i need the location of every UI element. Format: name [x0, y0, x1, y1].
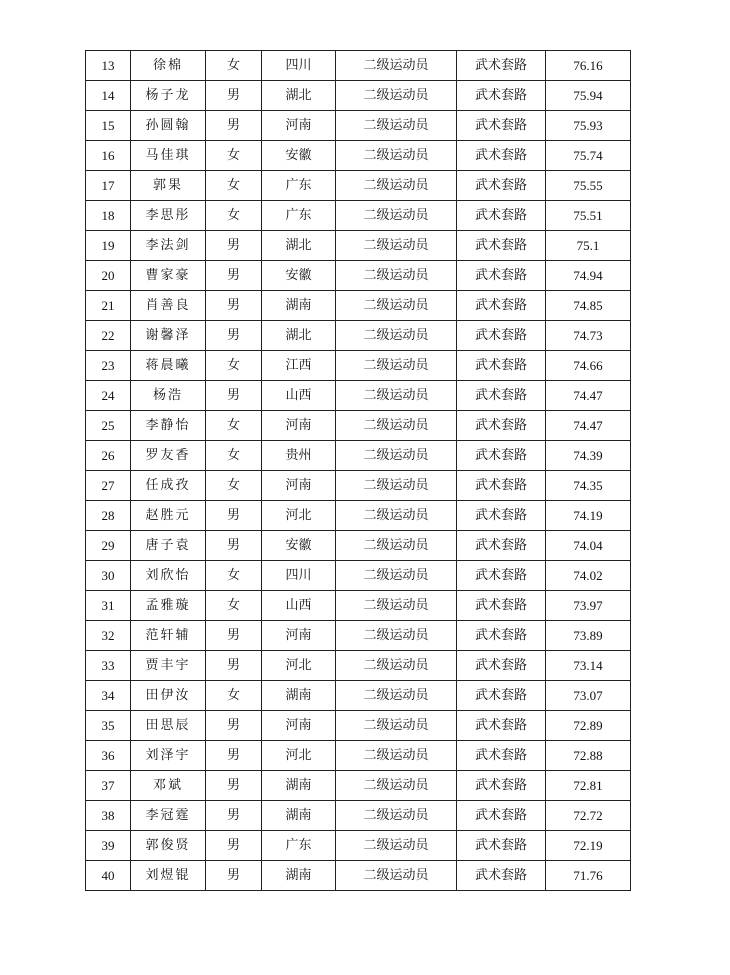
table-row [86, 741, 631, 771]
rank-cell: 24 [86, 381, 131, 411]
score-cell: 75.74 [546, 141, 631, 171]
province-cell: 河南 [262, 111, 336, 141]
name-cell: 刘泽宇 [131, 741, 206, 771]
gender-cell: 男 [206, 381, 262, 411]
table-row [86, 171, 631, 201]
province-cell: 湖南 [262, 801, 336, 831]
table-row [86, 51, 631, 81]
level-cell: 二级运动员 [336, 411, 457, 441]
gender-cell: 男 [206, 321, 262, 351]
rank-cell: 37 [86, 771, 131, 801]
province-cell: 湖北 [262, 321, 336, 351]
province-cell: 河北 [262, 651, 336, 681]
table-row [86, 771, 631, 801]
name-cell: 孟雅璇 [131, 591, 206, 621]
table-row [86, 711, 631, 741]
score-cell: 74.85 [546, 291, 631, 321]
rank-cell: 14 [86, 81, 131, 111]
score-cell: 74.35 [546, 471, 631, 501]
level-cell: 二级运动员 [336, 771, 457, 801]
score-cell: 74.47 [546, 411, 631, 441]
gender-cell: 男 [206, 501, 262, 531]
event-cell: 武术套路 [457, 861, 546, 891]
gender-cell: 男 [206, 771, 262, 801]
score-cell: 74.47 [546, 381, 631, 411]
score-cell: 74.73 [546, 321, 631, 351]
gender-cell: 女 [206, 441, 262, 471]
score-cell: 71.76 [546, 861, 631, 891]
gender-cell: 男 [206, 261, 262, 291]
score-cell: 72.88 [546, 741, 631, 771]
table-row [86, 501, 631, 531]
score-cell: 75.55 [546, 171, 631, 201]
name-cell: 杨子龙 [131, 81, 206, 111]
event-cell: 武术套路 [457, 261, 546, 291]
table-row [86, 351, 631, 381]
name-cell: 田伊汝 [131, 681, 206, 711]
gender-cell: 男 [206, 801, 262, 831]
name-cell: 曹家豪 [131, 261, 206, 291]
rank-cell: 38 [86, 801, 131, 831]
event-cell: 武术套路 [457, 771, 546, 801]
name-cell: 李静怡 [131, 411, 206, 441]
gender-cell: 男 [206, 831, 262, 861]
name-cell: 任成孜 [131, 471, 206, 501]
rank-cell: 33 [86, 651, 131, 681]
rank-cell: 29 [86, 531, 131, 561]
gender-cell: 男 [206, 711, 262, 741]
gender-cell: 女 [206, 411, 262, 441]
level-cell: 二级运动员 [336, 351, 457, 381]
table-row [86, 321, 631, 351]
rank-cell: 23 [86, 351, 131, 381]
event-cell: 武术套路 [457, 801, 546, 831]
event-cell: 武术套路 [457, 171, 546, 201]
score-cell: 74.66 [546, 351, 631, 381]
event-cell: 武术套路 [457, 441, 546, 471]
province-cell: 四川 [262, 51, 336, 81]
table-row [86, 831, 631, 861]
table-row [86, 861, 631, 891]
level-cell: 二级运动员 [336, 591, 457, 621]
event-cell: 武术套路 [457, 81, 546, 111]
results-table [85, 50, 631, 891]
province-cell: 广东 [262, 171, 336, 201]
gender-cell: 男 [206, 861, 262, 891]
name-cell: 刘煜锟 [131, 861, 206, 891]
name-cell: 李法剑 [131, 231, 206, 261]
gender-cell: 女 [206, 591, 262, 621]
score-cell: 74.39 [546, 441, 631, 471]
name-cell: 郭果 [131, 171, 206, 201]
name-cell: 邓斌 [131, 771, 206, 801]
name-cell: 罗友香 [131, 441, 206, 471]
table-row [86, 81, 631, 111]
score-cell: 72.81 [546, 771, 631, 801]
name-cell: 范轩辅 [131, 621, 206, 651]
score-cell: 74.19 [546, 501, 631, 531]
table-row [86, 111, 631, 141]
rank-cell: 18 [86, 201, 131, 231]
province-cell: 湖南 [262, 771, 336, 801]
score-cell: 73.07 [546, 681, 631, 711]
table-row [86, 651, 631, 681]
table-row [86, 681, 631, 711]
province-cell: 河南 [262, 711, 336, 741]
level-cell: 二级运动员 [336, 471, 457, 501]
province-cell: 四川 [262, 561, 336, 591]
rank-cell: 20 [86, 261, 131, 291]
province-cell: 湖北 [262, 81, 336, 111]
province-cell: 广东 [262, 831, 336, 861]
rank-cell: 17 [86, 171, 131, 201]
gender-cell: 女 [206, 171, 262, 201]
level-cell: 二级运动员 [336, 231, 457, 261]
score-cell: 75.51 [546, 201, 631, 231]
gender-cell: 女 [206, 561, 262, 591]
level-cell: 二级运动员 [336, 381, 457, 411]
gender-cell: 女 [206, 51, 262, 81]
level-cell: 二级运动员 [336, 741, 457, 771]
level-cell: 二级运动员 [336, 321, 457, 351]
level-cell: 二级运动员 [336, 81, 457, 111]
table-row [86, 231, 631, 261]
score-cell: 75.93 [546, 111, 631, 141]
table-row [86, 441, 631, 471]
province-cell: 河南 [262, 411, 336, 441]
results-table-body [86, 51, 631, 891]
rank-cell: 22 [86, 321, 131, 351]
name-cell: 蒋晨曦 [131, 351, 206, 381]
level-cell: 二级运动员 [336, 111, 457, 141]
event-cell: 武术套路 [457, 411, 546, 441]
event-cell: 武术套路 [457, 231, 546, 261]
rank-cell: 21 [86, 291, 131, 321]
level-cell: 二级运动员 [336, 651, 457, 681]
event-cell: 武术套路 [457, 621, 546, 651]
rank-cell: 13 [86, 51, 131, 81]
rank-cell: 32 [86, 621, 131, 651]
level-cell: 二级运动员 [336, 861, 457, 891]
rank-cell: 30 [86, 561, 131, 591]
level-cell: 二级运动员 [336, 291, 457, 321]
table-row [86, 141, 631, 171]
rank-cell: 34 [86, 681, 131, 711]
event-cell: 武术套路 [457, 111, 546, 141]
event-cell: 武术套路 [457, 531, 546, 561]
rank-cell: 28 [86, 501, 131, 531]
gender-cell: 男 [206, 291, 262, 321]
rank-cell: 27 [86, 471, 131, 501]
event-cell: 武术套路 [457, 381, 546, 411]
province-cell: 安徽 [262, 141, 336, 171]
event-cell: 武术套路 [457, 471, 546, 501]
score-cell: 75.94 [546, 81, 631, 111]
rank-cell: 31 [86, 591, 131, 621]
province-cell: 湖南 [262, 861, 336, 891]
score-cell: 76.16 [546, 51, 631, 81]
gender-cell: 女 [206, 681, 262, 711]
name-cell: 谢馨泽 [131, 321, 206, 351]
name-cell: 李冠霆 [131, 801, 206, 831]
score-cell: 72.89 [546, 711, 631, 741]
level-cell: 二级运动员 [336, 831, 457, 861]
level-cell: 二级运动员 [336, 501, 457, 531]
event-cell: 武术套路 [457, 681, 546, 711]
province-cell: 河南 [262, 621, 336, 651]
province-cell: 河南 [262, 471, 336, 501]
score-cell: 72.19 [546, 831, 631, 861]
gender-cell: 男 [206, 621, 262, 651]
province-cell: 安徽 [262, 261, 336, 291]
rank-cell: 35 [86, 711, 131, 741]
table-row [86, 201, 631, 231]
level-cell: 二级运动员 [336, 681, 457, 711]
level-cell: 二级运动员 [336, 621, 457, 651]
gender-cell: 女 [206, 201, 262, 231]
name-cell: 李思彤 [131, 201, 206, 231]
rank-cell: 36 [86, 741, 131, 771]
name-cell: 杨浩 [131, 381, 206, 411]
gender-cell: 男 [206, 231, 262, 261]
table-row [86, 261, 631, 291]
province-cell: 山西 [262, 381, 336, 411]
score-cell: 74.02 [546, 561, 631, 591]
level-cell: 二级运动员 [336, 261, 457, 291]
event-cell: 武术套路 [457, 501, 546, 531]
table-row [86, 411, 631, 441]
name-cell: 赵胜元 [131, 501, 206, 531]
gender-cell: 女 [206, 141, 262, 171]
rank-cell: 16 [86, 141, 131, 171]
event-cell: 武术套路 [457, 351, 546, 381]
rank-cell: 26 [86, 441, 131, 471]
table-row [86, 591, 631, 621]
event-cell: 武术套路 [457, 201, 546, 231]
event-cell: 武术套路 [457, 141, 546, 171]
name-cell: 田思辰 [131, 711, 206, 741]
level-cell: 二级运动员 [336, 201, 457, 231]
score-cell: 75.1 [546, 231, 631, 261]
level-cell: 二级运动员 [336, 141, 457, 171]
province-cell: 湖南 [262, 681, 336, 711]
name-cell: 郭俊贤 [131, 831, 206, 861]
event-cell: 武术套路 [457, 561, 546, 591]
province-cell: 广东 [262, 201, 336, 231]
level-cell: 二级运动员 [336, 441, 457, 471]
name-cell: 贾丰宇 [131, 651, 206, 681]
score-cell: 72.72 [546, 801, 631, 831]
gender-cell: 男 [206, 81, 262, 111]
name-cell: 马佳琪 [131, 141, 206, 171]
rank-cell: 15 [86, 111, 131, 141]
score-cell: 73.97 [546, 591, 631, 621]
score-cell: 73.89 [546, 621, 631, 651]
gender-cell: 男 [206, 741, 262, 771]
table-row [86, 471, 631, 501]
province-cell: 湖南 [262, 291, 336, 321]
rank-cell: 19 [86, 231, 131, 261]
level-cell: 二级运动员 [336, 561, 457, 591]
name-cell: 徐棉 [131, 51, 206, 81]
event-cell: 武术套路 [457, 651, 546, 681]
gender-cell: 男 [206, 531, 262, 561]
province-cell: 湖北 [262, 231, 336, 261]
level-cell: 二级运动员 [336, 171, 457, 201]
table-row [86, 531, 631, 561]
event-cell: 武术套路 [457, 741, 546, 771]
name-cell: 刘欣怡 [131, 561, 206, 591]
event-cell: 武术套路 [457, 51, 546, 81]
rank-cell: 40 [86, 861, 131, 891]
gender-cell: 男 [206, 651, 262, 681]
table-row [86, 621, 631, 651]
name-cell: 唐子袁 [131, 531, 206, 561]
score-cell: 73.14 [546, 651, 631, 681]
event-cell: 武术套路 [457, 291, 546, 321]
table-row [86, 291, 631, 321]
table-row [86, 381, 631, 411]
province-cell: 河北 [262, 741, 336, 771]
event-cell: 武术套路 [457, 321, 546, 351]
province-cell: 江西 [262, 351, 336, 381]
name-cell: 肖善良 [131, 291, 206, 321]
gender-cell: 女 [206, 471, 262, 501]
event-cell: 武术套路 [457, 711, 546, 741]
rank-cell: 25 [86, 411, 131, 441]
province-cell: 河北 [262, 501, 336, 531]
level-cell: 二级运动员 [336, 801, 457, 831]
score-cell: 74.94 [546, 261, 631, 291]
level-cell: 二级运动员 [336, 531, 457, 561]
level-cell: 二级运动员 [336, 711, 457, 741]
name-cell: 孙圆翰 [131, 111, 206, 141]
province-cell: 贵州 [262, 441, 336, 471]
level-cell: 二级运动员 [336, 51, 457, 81]
score-cell: 74.04 [546, 531, 631, 561]
gender-cell: 女 [206, 351, 262, 381]
province-cell: 安徽 [262, 531, 336, 561]
province-cell: 山西 [262, 591, 336, 621]
event-cell: 武术套路 [457, 831, 546, 861]
gender-cell: 男 [206, 111, 262, 141]
event-cell: 武术套路 [457, 591, 546, 621]
table-row [86, 801, 631, 831]
table-row [86, 561, 631, 591]
rank-cell: 39 [86, 831, 131, 861]
